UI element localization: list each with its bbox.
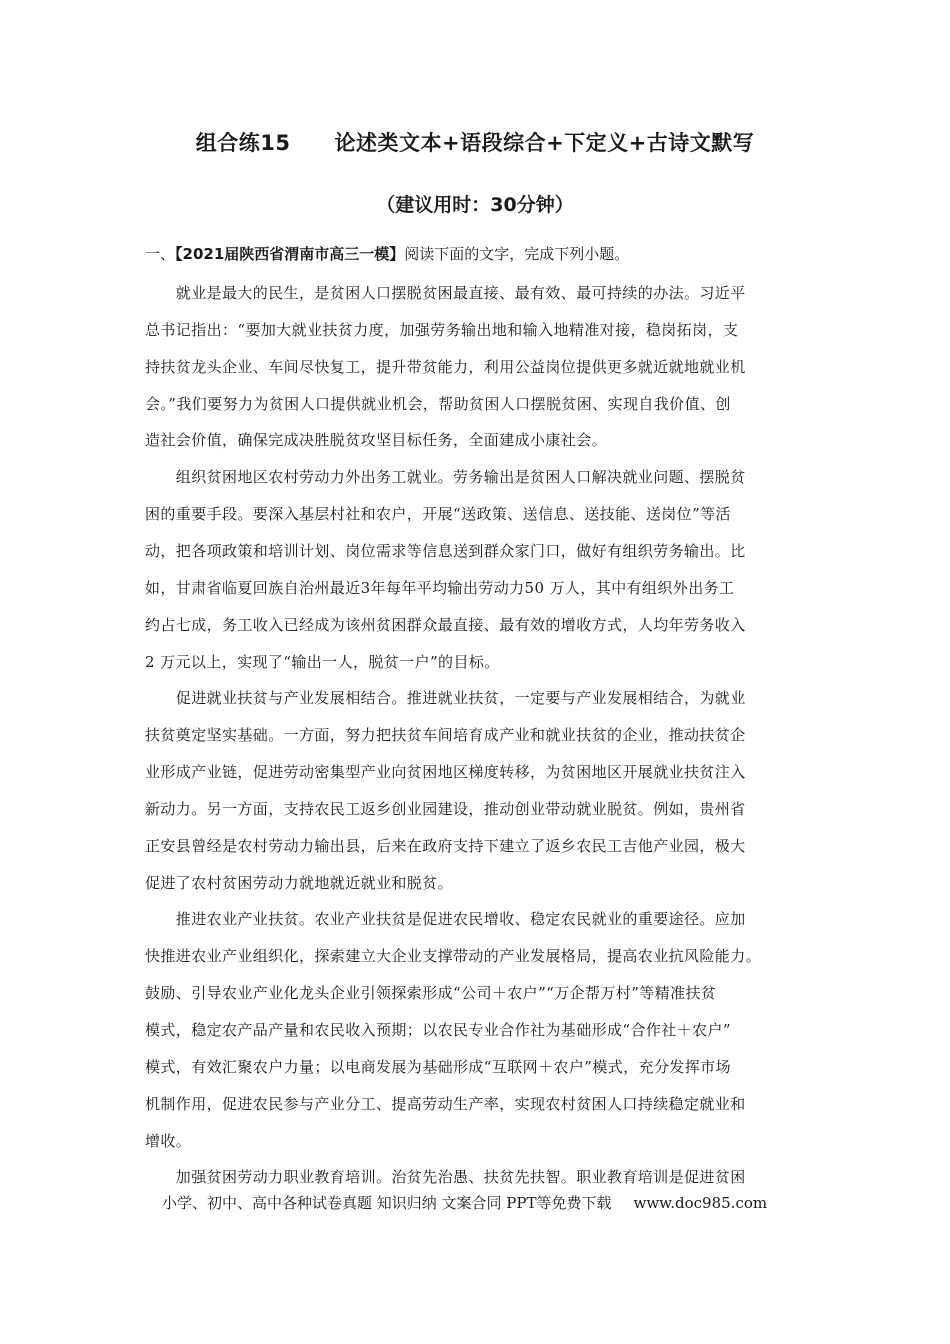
passage-line: 正安县曾经是农村劳动力输出县，后来在政府支持下建立了返乡农民工吉他产业园，极大	[145, 836, 746, 855]
passage-line: 困的重要手段。要深入基层村社和农户，开展“送政策、送信息、送技能、送岗位”等活	[145, 505, 731, 524]
page-subtitle: （建议用时：30分钟）	[376, 194, 574, 216]
passage-line: 快推进农业产业组织化，探索建立大企业支撑带动的产业发展格局，提高农业抗风险能力。	[145, 947, 762, 966]
passage-line: 约占七成，务工收入已经成为该州贫困群众最直接、最有效的增收方式，人均年劳务收入	[145, 615, 746, 634]
passage-line: 新动力。另一方面，支持农民工返乡创业园建设，推动创业带动就业脱贫。例如，贵州省	[145, 799, 746, 818]
title-left: 组合练15	[195, 131, 291, 155]
page-footer	[162, 1192, 767, 1213]
passage-line: 模式，稳定农产品产量和农民收入预期；以农民专业合作社为基础形成“合作社＋农户”	[145, 1021, 731, 1039]
question-number: 一、	[145, 245, 176, 263]
passage-line: 2 万元以上，实现了“输出一人，脱贫一户”的目标。	[145, 652, 500, 671]
passage-line: 持扶贫龙头企业、车间尽快复工，提升带贫能力，利用公益岗位提供更多就近就地就业机	[145, 357, 746, 376]
title-right: 论述类文本+语段综合+下定义+古诗文默写	[334, 131, 755, 155]
page-title	[0, 127, 950, 157]
question-header	[145, 243, 629, 264]
passage-line: 造社会价值，确保完成决胜脱贫攻坚目标任务，全面建成小康社会。	[145, 431, 608, 450]
question-source: 【2021届陕西省渭南市高三一模】	[175, 245, 405, 263]
passage-line: 会。”我们要努力为贫困人口提供就业机会，帮助贫困人口摆脱贫困、实现自我价值、创	[145, 394, 731, 413]
passage-line: 加强贫困劳动力职业教育培训。治贫先治愚、扶贫先扶智。职业教育培训是促进贫困	[145, 1168, 746, 1187]
passage-line: 促进了农村贫困劳动力就地就近就业和脱贫。	[145, 873, 454, 892]
question-instruction: 阅读下面的文字，完成下列小题。	[404, 245, 630, 263]
passage-line: 动，把各项政策和培训计划、岗位需求等信息送到群众家门口，做好有组织劳务输出。比	[145, 541, 746, 560]
footer-url: www.doc985.com	[633, 1194, 768, 1212]
passage-line: 如，甘肃省临夏回族自治州最近3年每年平均输出劳动力50 万人，其中有组织外出务工	[145, 578, 735, 597]
passage-line: 扶贫奠定坚实基础。一方面，努力把扶贫车间培育成产业和就业扶贫的企业，推动扶贫企	[145, 726, 746, 745]
passage-line: 促进就业扶贫与产业发展相结合。推进就业扶贫，一定要与产业发展相结合，为就业	[145, 689, 746, 708]
passage-line: 就业是最大的民生，是贫困人口摆脱贫困最直接、最有效、最可持续的办法。习近平	[145, 284, 746, 302]
passage-line: 推进农业产业扶贫。农业产业扶贫是促进农民增收、稳定农民就业的重要途径。应加	[145, 910, 746, 929]
passage-line: 总书记指出：“要加大就业扶贫力度，加强劳务输出地和输入地精准对接，稳岗拓岗，支	[145, 320, 739, 339]
passage-line: 增收。	[145, 1131, 192, 1150]
passage-line: 机制作用，促进农民参与产业分工、提高劳动生产率，实现农村贫困人口持续稳定就业和	[145, 1094, 746, 1113]
passage-line: 组织贫困地区农村劳动力外出务工就业。劳务输出是贫困人口解决就业问题、摆脱贫	[145, 468, 746, 487]
footer-text: 小学、初中、高中各种试卷真题 知识归纳 文案合同 PPT等免费下载	[162, 1194, 612, 1212]
passage-line: 模式，有效汇聚农户力量；以电商发展为基础形成“互联网＋农户”模式，充分发挥市场	[145, 1057, 731, 1076]
passage-line: 业形成产业链，促进劳动密集型产业向贫困地区梯度转移，为贫困地区开展就业扶贫注入	[145, 763, 746, 782]
passage-line: 鼓励、引导农业产业化龙头企业引领探索形成“公司＋农户”“万企帮万村”等精准扶贫	[145, 984, 717, 1003]
